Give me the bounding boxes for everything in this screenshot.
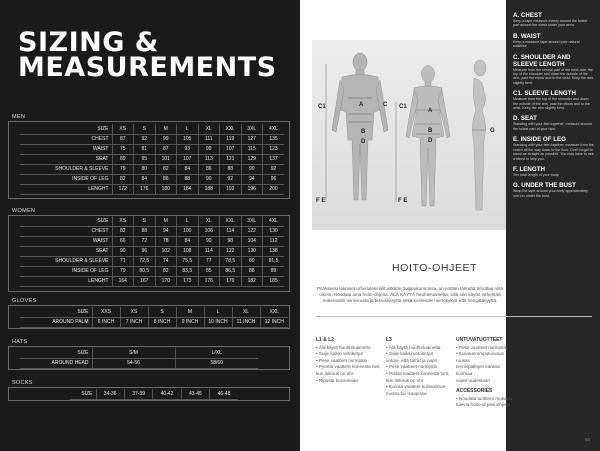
size-column-header: L xyxy=(204,307,232,317)
hats-row xyxy=(20,358,258,368)
size-value-cell: 82 xyxy=(155,164,177,174)
care-instruction: tulevia hoito-ja pesuohjeita xyxy=(456,402,511,408)
care-instruction: • Kuivausrumpukuivaus ruusas xyxy=(456,351,504,363)
size-column-header: XXL xyxy=(260,307,288,317)
care-instruction: • Pese vaatteet nurinpäin xyxy=(316,357,368,363)
size-value-cell: 83,5 xyxy=(177,266,199,276)
men-row xyxy=(20,144,284,154)
care-column-l1-l2 xyxy=(316,337,381,384)
care-instruction: vetoni- että tarrat ja napit xyxy=(386,357,437,363)
size-column-header: S xyxy=(148,307,176,317)
care-instruction: • Älä käytä huuhteluainetta xyxy=(316,344,371,350)
legend-item-title: A. CHEST xyxy=(513,12,542,19)
label-d: D xyxy=(361,139,366,145)
care-column-l3 xyxy=(386,337,449,397)
care-instruction: vaate uudestaan xyxy=(456,377,490,383)
size-value-cell: 86 xyxy=(155,174,177,184)
size-value-cell: 80,5 xyxy=(134,266,156,276)
size-value-cell: 92 xyxy=(134,134,156,144)
gloves-header-row xyxy=(20,307,288,317)
legend-item-text: Standing with your feet together, measure around the fullest part of your hips. xyxy=(513,122,592,131)
size-value-cell: 88 xyxy=(220,164,242,174)
women-section-label: WOMEN xyxy=(12,208,36,214)
size-column-header: L xyxy=(177,216,199,226)
size-value-cell: 71 xyxy=(112,256,134,266)
legend-item-title: F. LENGTH xyxy=(513,165,545,173)
body-figures-illustration xyxy=(312,40,516,230)
size-value-cell: 101 xyxy=(155,154,177,164)
label-fe-right: F E xyxy=(398,198,408,204)
hats-section-label: HATS xyxy=(12,339,28,345)
women-row xyxy=(20,266,284,276)
body-measurement-photo xyxy=(312,40,516,230)
size-value-cell: 184 xyxy=(177,184,199,194)
size-value-cell: 123 xyxy=(263,144,285,154)
size-value-cell: 9 INCH xyxy=(176,317,204,327)
size-value-cell: 79 xyxy=(112,164,134,174)
legend-item-text: Measure from the top of the shoulder and down the outside of the arm, past the elbow and to the wrist. Keep the arm slightly bent. xyxy=(513,97,590,111)
size-value-cell: 66 xyxy=(112,236,134,246)
size-value-cell: 90 xyxy=(241,164,263,174)
size-value-cell: 122 xyxy=(220,246,242,256)
care-instruction: kun linkous on ohi xyxy=(316,370,353,376)
size-value-cell: 95 xyxy=(134,154,156,164)
size-value-cell: 200 xyxy=(263,184,285,194)
size-value-cell: 80 xyxy=(241,256,263,266)
size-column-header: 3XL xyxy=(241,216,263,226)
size-header-cell: SIZE xyxy=(20,307,92,317)
size-value-cell: 84 xyxy=(177,164,199,174)
size-value-cell: 104 xyxy=(241,236,263,246)
legend-item xyxy=(513,90,594,110)
size-value-cell: 72,5 xyxy=(134,256,156,266)
size-column-header: M xyxy=(155,216,177,226)
size-column-header: 4XL xyxy=(263,124,285,134)
row-label-cell: LENGHT xyxy=(20,184,112,194)
row-label-cell: WAIST xyxy=(20,236,112,246)
size-column-header: S xyxy=(134,124,156,134)
size-value-cell: 173 xyxy=(177,276,199,286)
size-value-cell: 93 xyxy=(177,144,199,154)
title-line-2: MEASUREMENTS xyxy=(18,52,277,83)
legend-item xyxy=(513,166,594,177)
row-label-cell: SHOULDER & SLEEVE xyxy=(20,256,112,266)
row-label-cell: LENGHT xyxy=(20,276,112,286)
size-value-cell: 180 xyxy=(155,184,177,194)
gloves-size-table xyxy=(20,307,288,328)
label-a2: A xyxy=(428,108,433,114)
size-value-cell: 92 xyxy=(263,164,285,174)
care-divider xyxy=(316,316,592,317)
size-value-cell: 79 xyxy=(112,266,134,276)
size-value-cell: 167 xyxy=(134,276,156,286)
size-column-header: XXS xyxy=(92,307,120,317)
label-a: A xyxy=(359,102,364,108)
size-value-cell: 82 xyxy=(112,174,134,184)
care-instruction: • Kuivaa vaatteet kuivausrum- xyxy=(386,384,447,390)
women-size-table xyxy=(20,216,284,287)
size-column-header: XS xyxy=(112,216,134,226)
legend-item-title: C. SHOULDER AND SLEEVE LENGTH xyxy=(513,53,571,68)
size-value-cell: 96 xyxy=(263,174,285,184)
size-value-cell: 176 xyxy=(134,184,156,194)
row-label-cell: SEAT xyxy=(20,246,112,256)
size-column-header: XL xyxy=(232,307,260,317)
care-column-title: ACCESSORIES xyxy=(456,388,493,395)
label-b: B xyxy=(361,129,366,135)
size-value-cell: 115 xyxy=(241,144,263,154)
size-column-header: 46-48 xyxy=(210,389,238,399)
care-instruction: • Sulje kaikki vetoketjut, xyxy=(386,351,435,357)
size-value-cell: 137 xyxy=(263,154,285,164)
size-value-cell: 58/60 xyxy=(175,358,258,368)
size-value-cell: 135 xyxy=(263,134,285,144)
socks-size-table xyxy=(70,389,238,400)
title-line-1: SIZING & xyxy=(18,27,159,58)
size-value-cell: 107 xyxy=(220,144,242,154)
size-value-cell: 112 xyxy=(263,236,285,246)
care-instruction: • Pese vaatteet nurinpäin xyxy=(456,344,508,350)
size-value-cell: 88 xyxy=(241,266,263,276)
men-row xyxy=(20,164,284,174)
size-value-cell: 192 xyxy=(220,184,242,194)
row-label-cell: CHEST xyxy=(20,226,112,236)
size-value-cell: 78,5 xyxy=(220,256,242,266)
size-value-cell: 85 xyxy=(198,266,220,276)
men-row xyxy=(20,184,284,194)
size-column-header: XS xyxy=(112,124,134,134)
women-row xyxy=(20,276,284,286)
size-column-header: 34-36 xyxy=(96,389,124,399)
size-value-cell: 84 xyxy=(134,174,156,184)
men-header-row xyxy=(20,124,284,134)
size-value-cell: 99 xyxy=(155,134,177,144)
size-value-cell: 185 xyxy=(263,276,285,286)
care-instruction: • Poista vaatteet koneesta heti, xyxy=(386,370,450,376)
size-column-header: S xyxy=(134,216,156,226)
size-column-header: 37-39 xyxy=(124,389,152,399)
size-value-cell: 87 xyxy=(155,144,177,154)
size-column-header: 4XL xyxy=(263,216,285,226)
size-value-cell: 122 xyxy=(241,226,263,236)
care-column-title: UNTUVATUOTTEET xyxy=(456,337,503,343)
size-value-cell: 75,5 xyxy=(177,256,199,266)
size-header-cell: SIZE xyxy=(20,124,112,134)
legend-item-text: Measure from the central part of the neck over the top of the shoulder and down the outside of the arm, past the elbow and to the wrist. Keep the arm slightly bent. xyxy=(513,67,594,85)
women-row xyxy=(20,226,284,236)
size-value-cell: 7 INCH xyxy=(120,317,148,327)
size-value-cell: 54-56 xyxy=(92,358,175,368)
size-value-cell: 81,5 xyxy=(263,256,285,266)
gloves-section-label: GLOVES xyxy=(12,298,37,304)
size-value-cell: 127 xyxy=(241,134,263,144)
size-value-cell: 114 xyxy=(220,226,242,236)
hats-size-table xyxy=(20,348,258,369)
men-section-label: MEN xyxy=(12,114,26,120)
size-value-cell: 82 xyxy=(112,226,134,236)
women-row xyxy=(20,246,284,256)
care-column-down-products xyxy=(456,337,516,409)
size-value-cell: 94 xyxy=(241,174,263,184)
men-row xyxy=(20,154,284,164)
row-label-cell: SHOULDER & SLEEVE xyxy=(20,164,112,174)
size-value-cell: 89 xyxy=(263,266,285,276)
care-column-title: L1 & L2 xyxy=(316,337,335,343)
size-value-cell: 121 xyxy=(220,154,242,164)
size-value-cell: 77 xyxy=(198,256,220,266)
care-instruction: • Pyöritä vaatteet koneesta heti, xyxy=(316,364,381,370)
care-instruction: • Pese vaatteet nurinpäin xyxy=(386,364,438,370)
men-row xyxy=(20,134,284,144)
women-row xyxy=(20,236,284,246)
size-value-cell: 196 xyxy=(241,184,263,194)
size-value-cell: 176 xyxy=(198,276,220,286)
size-header-cell: SIZE xyxy=(20,216,112,226)
size-value-cell: 75 xyxy=(112,144,134,154)
legend-item-text: Keep a measure tape around your natural waistline. xyxy=(513,39,580,49)
size-value-cell: 94 xyxy=(155,226,177,236)
size-value-cell: 172 xyxy=(112,184,134,194)
size-value-cell: 96 xyxy=(134,246,156,256)
size-value-cell: 105 xyxy=(177,134,199,144)
label-c: C xyxy=(383,102,388,108)
socks-section-label: SOCKS xyxy=(12,380,33,386)
size-value-cell: 130 xyxy=(263,226,285,236)
size-value-cell: 188 xyxy=(198,184,220,194)
care-instruction: tennispallojen kanssa kuohtaa xyxy=(456,364,500,376)
hats-header-row xyxy=(20,348,258,358)
size-value-cell: 111 xyxy=(198,134,220,144)
size-value-cell: 102 xyxy=(155,246,177,256)
size-value-cell: 99 xyxy=(198,144,220,154)
label-c1-left: C1 xyxy=(318,104,326,110)
care-column-title: L3 xyxy=(386,337,392,343)
row-label-cell: AROUND HEAD xyxy=(20,358,92,368)
size-column-header: XXL xyxy=(220,216,242,226)
size-value-cell: 130 xyxy=(241,246,263,256)
size-value-cell: 86,5 xyxy=(220,266,242,276)
legend-item xyxy=(513,115,594,131)
size-value-cell: 92 xyxy=(220,174,242,184)
legend-item-text: Keep a tape measure evenly around the fullest part around the chest under your arms. xyxy=(513,19,588,28)
legend-item-title: D. SEAT xyxy=(513,115,537,123)
size-value-cell: 106 xyxy=(198,226,220,236)
gloves-row xyxy=(20,317,288,327)
size-column-header: M xyxy=(176,307,204,317)
label-g: G xyxy=(490,128,495,134)
care-instruction: • Noudata tuotteen mukana xyxy=(456,395,512,401)
size-column-header: XL xyxy=(198,124,220,134)
size-value-cell: 8 INCH xyxy=(148,317,176,327)
measurement-legend xyxy=(506,0,600,451)
size-value-cell: 81 xyxy=(134,144,156,154)
care-instruction: kun linkous on ohi xyxy=(386,377,423,383)
legend-item-text: Wrap the tape around your body approximately one cm under the bust. xyxy=(513,189,588,198)
size-value-cell: 119 xyxy=(220,134,242,144)
size-column-header: L xyxy=(177,124,199,134)
row-label-cell: INSIDE OF LEG xyxy=(20,266,112,276)
size-value-cell: 6 INCH xyxy=(92,317,120,327)
size-value-cell: 179 xyxy=(220,276,242,286)
men-row xyxy=(20,174,284,184)
legend-item-title: E. INSIDE OF LEG xyxy=(513,136,566,144)
size-value-cell: 90 xyxy=(198,236,220,246)
legend-item xyxy=(513,54,594,86)
size-column-header: XL xyxy=(198,216,220,226)
label-c1-right: C1 xyxy=(399,104,407,110)
legend-item-title: G. UNDER THE BUST xyxy=(513,182,576,190)
size-value-cell: 88 xyxy=(177,174,199,184)
size-value-cell: 87 xyxy=(112,134,134,144)
size-column-header: M xyxy=(155,124,177,134)
size-value-cell: 182 xyxy=(241,276,263,286)
size-value-cell: 164 xyxy=(112,276,134,286)
size-value-cell: 90 xyxy=(198,174,220,184)
size-column-header: 43-45 xyxy=(181,389,209,399)
size-value-cell: 10 INCH xyxy=(204,317,232,327)
size-value-cell: 86 xyxy=(198,164,220,174)
size-value-cell: 88 xyxy=(134,226,156,236)
women-row xyxy=(20,256,284,266)
size-column-header: 40-42 xyxy=(153,389,181,399)
socks-header-row xyxy=(70,389,238,399)
size-value-cell: 11 INCH xyxy=(232,317,260,327)
row-label-cell: CHEST xyxy=(20,134,112,144)
women-header-row xyxy=(20,216,284,226)
size-header-cell: SIZE xyxy=(70,389,96,399)
care-instruction: • Ripusta kuivumaan xyxy=(316,377,358,383)
size-value-cell: 74 xyxy=(155,256,177,266)
size-value-cell: 100 xyxy=(177,226,199,236)
legend-item-text: Standing with your feet together, measure from the crotch all the way down to the floor. Don't forget to stand as straight as possible. You may have to ask a friend to help you. xyxy=(513,143,594,161)
size-value-cell: 72 xyxy=(134,236,156,246)
care-instruction: • Sulje kaikki vetoketjut xyxy=(316,351,363,357)
men-size-table xyxy=(20,124,284,195)
legend-item-text: The total length of your body. xyxy=(513,172,560,177)
size-column-header: S/M xyxy=(92,348,175,358)
care-title: HOITO-OHJEET xyxy=(392,262,478,274)
size-column-header: XS xyxy=(120,307,148,317)
size-value-cell: 170 xyxy=(155,276,177,286)
row-label-cell: WAIST xyxy=(20,144,112,154)
legend-item xyxy=(513,136,594,161)
size-column-header: 3XL xyxy=(241,124,263,134)
row-label-cell: INSIDE OF LEG xyxy=(20,174,112,184)
size-value-cell: 84 xyxy=(177,236,199,246)
row-label-cell: AROUND PALM xyxy=(20,317,92,327)
size-value-cell: 108 xyxy=(177,246,199,256)
label-d2: D xyxy=(428,138,433,144)
care-instruction: mussa tai -kaapissa xyxy=(386,390,427,396)
size-value-cell: 12 INCH xyxy=(260,317,288,327)
legend-item-title: C1. SLEEVE LENGTH xyxy=(513,90,576,98)
size-value-cell: 78 xyxy=(155,236,177,246)
legend-item xyxy=(513,33,594,49)
size-value-cell: 113 xyxy=(198,154,220,164)
label-b2: B xyxy=(428,128,433,134)
legend-item xyxy=(513,182,594,198)
size-value-cell: 114 xyxy=(198,246,220,256)
size-value-cell: 82 xyxy=(155,266,177,276)
legend-item xyxy=(513,12,594,28)
page-title xyxy=(18,27,277,83)
size-value-cell: 107 xyxy=(177,154,199,164)
size-value-cell: 90 xyxy=(112,246,134,256)
size-column-header: XXL xyxy=(220,124,242,134)
legend-item-title: B. WAIST xyxy=(513,32,541,40)
label-fe-left: F E xyxy=(316,198,326,204)
size-header-cell: SIZE xyxy=(20,348,92,358)
size-value-cell: 98 xyxy=(220,236,242,246)
size-value-cell: 80 xyxy=(134,164,156,174)
row-label-cell: SEAT xyxy=(20,154,112,164)
size-value-cell: 138 xyxy=(263,246,285,256)
care-instruction: • Älä käytä huuhteluainetta xyxy=(386,344,441,350)
size-value-cell: 129 xyxy=(241,154,263,164)
size-column-header: L/XL xyxy=(175,348,258,358)
page-number: 93 xyxy=(585,437,591,442)
care-intro: Pitäkseesi tekniset urheilutekstiilit pitkään huippukunnossa, on erittäin tärkeää tehottaa niitä oikein. Noudata aina hoito-ohjeita. ÄLÄ KÄYTÄ huuhteluainetta, sillä sen käyttö vähentää materiaalin toimivuutta ja tekniseksyttä sekä kosteuden siirtokykyä että hengittävyyttä. xyxy=(317,286,503,303)
size-value-cell: 89 xyxy=(112,154,134,164)
